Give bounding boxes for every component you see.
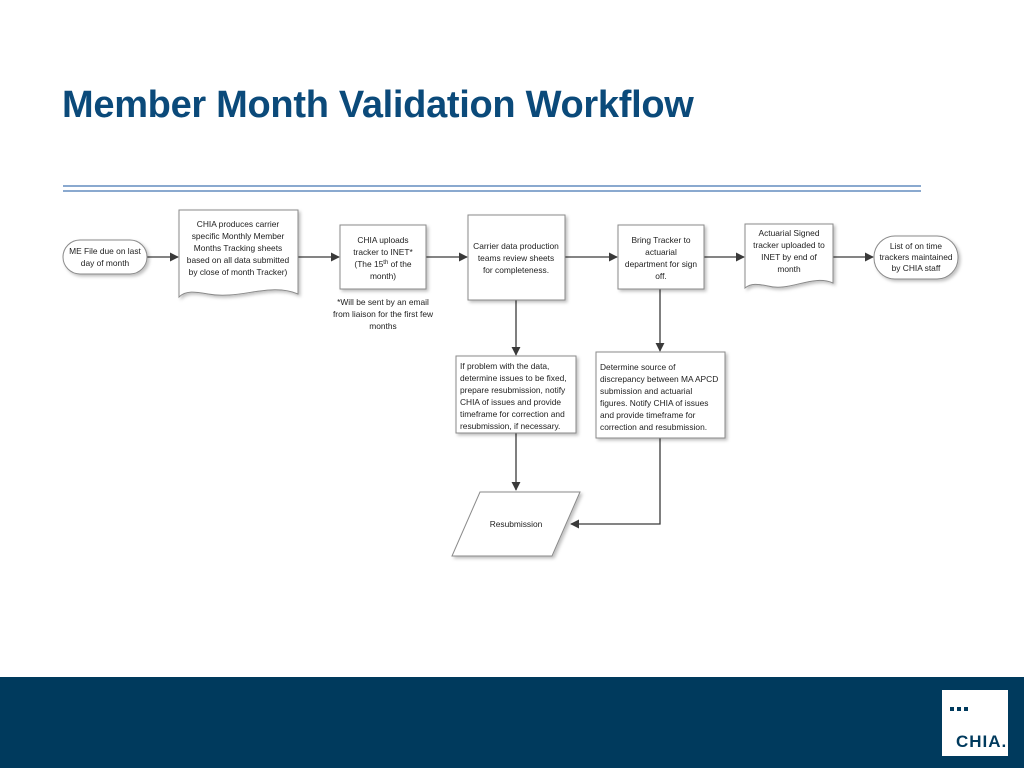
node-chia-produces-line: Months Tracking sheets	[193, 243, 283, 253]
upload-note-line: months	[369, 321, 397, 331]
chia-logo	[942, 690, 1008, 756]
node-problem-box-line: resubmission, if necessary.	[460, 421, 561, 431]
upload-note-line: *Will be sent by an email	[337, 297, 429, 307]
arrow-discrepancy-to-resubmission	[571, 438, 660, 524]
node-problem-box-line: timeframe for correction and	[460, 409, 565, 419]
node-list-trackers-line: trackers maintained	[879, 252, 953, 262]
node-list-trackers-line: List of on time	[889, 241, 943, 251]
node-bring-tracker-line: Bring Tracker to	[631, 235, 691, 245]
node-carrier-review-line: for completeness.	[482, 265, 550, 275]
node-problem-box-line: CHIA of issues and provide	[460, 397, 562, 407]
footer-bar	[0, 677, 1024, 768]
node-chia-uploads-line: tracker to INET*	[353, 247, 413, 257]
node-discrepancy-box-line: correction and resubmission.	[600, 422, 708, 432]
node-carrier-review-line: teams review sheets	[477, 253, 555, 263]
logo-dots	[950, 698, 971, 716]
node-chia-produces-line: CHIA produces carrier	[196, 219, 280, 229]
node-actuarial-signed-line: tracker uploaded to	[753, 240, 825, 250]
page-title: Member Month Validation Workflow	[62, 84, 694, 126]
node-list-trackers-line: by CHIA staff	[891, 263, 941, 273]
node-carrier-review-line: Carrier data production	[473, 241, 559, 251]
node-resubmission-label: Resubmission	[489, 519, 543, 529]
node-chia-uploads-line: month)	[369, 271, 397, 281]
node-problem-box-line: prepare resubmission, notify	[460, 385, 566, 395]
node-actuarial-signed-line: INET by end of	[761, 252, 817, 262]
node-bring-tracker-line: department for sign	[624, 259, 698, 269]
node-me-file-line: ME File due on last	[69, 246, 141, 256]
node-problem-box-line: If problem with the data,	[460, 361, 550, 371]
node-chia-uploads-line: (The 15th of the	[354, 259, 412, 269]
node-actuarial-signed-line: month	[777, 264, 801, 274]
node-bring-tracker-line: off.	[655, 271, 667, 281]
node-me-file-line: day of month	[80, 258, 130, 268]
node-actuarial-signed-line: Actuarial Signed	[758, 228, 820, 238]
node-chia-produces-line: specific Monthly Member	[191, 231, 285, 241]
logo-text: CHIA.	[956, 732, 1008, 751]
upload-note-line: from liaison for the first few	[332, 309, 434, 319]
node-discrepancy-box-line: discrepancy between MA APCD	[600, 374, 719, 384]
node-chia-uploads-line: CHIA uploads	[357, 235, 409, 245]
node-bring-tracker-line: actuarial	[645, 247, 677, 257]
node-discrepancy-box-line: and provide timeframe for	[600, 410, 696, 420]
node-chia-produces-line: by close of month Tracker)	[188, 267, 288, 277]
node-problem-box-line: determine issues to be fixed,	[460, 373, 567, 383]
node-chia-produces-line: based on all data submitted	[186, 255, 290, 265]
node-discrepancy-box-line: figures. Notify CHIA of issues	[600, 398, 709, 408]
node-discrepancy-box-line: Determine source of	[600, 362, 676, 372]
node-discrepancy-box-line: submission and actuarial	[600, 386, 693, 396]
